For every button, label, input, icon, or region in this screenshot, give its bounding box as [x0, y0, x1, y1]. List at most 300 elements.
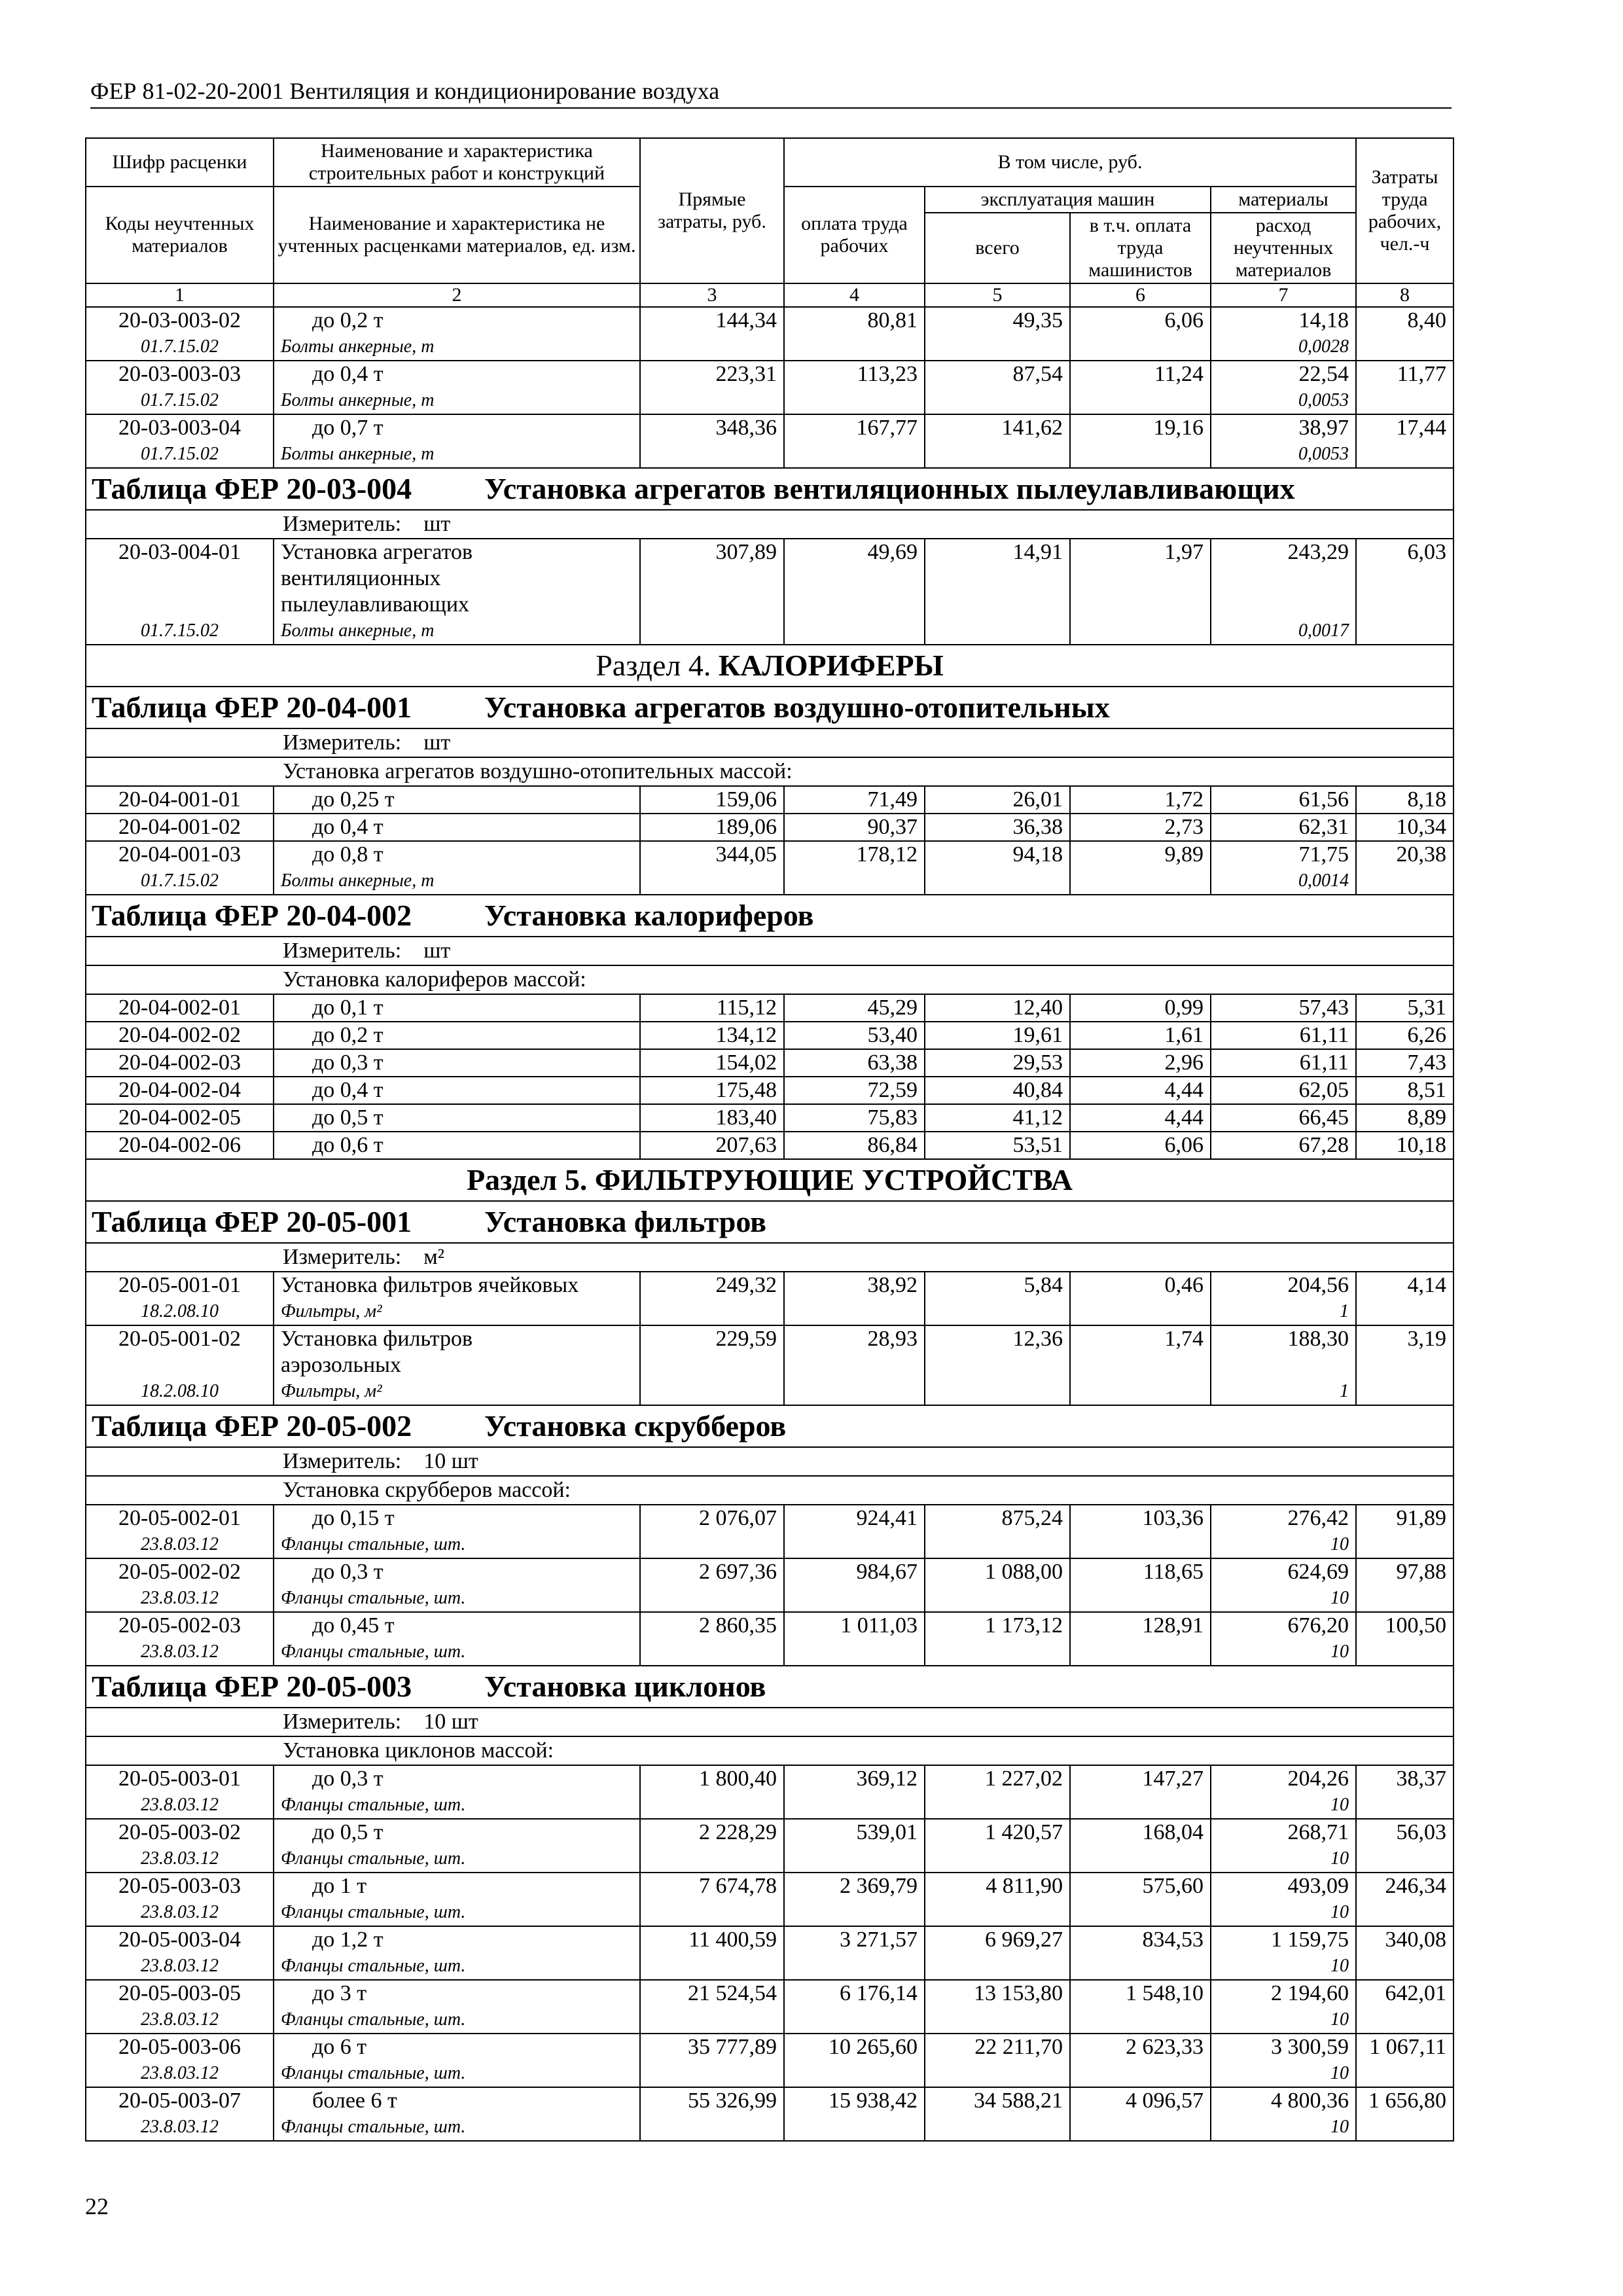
table-20-05-001 [86, 1201, 1454, 1405]
materials: 62,31 [1211, 814, 1356, 841]
section-label: Раздел 4. [596, 649, 711, 682]
col-index: 1 [86, 283, 274, 307]
table-row [86, 1049, 1454, 1077]
labor: 56,03 [1356, 1819, 1454, 1873]
material-qty: 0,0017 [1298, 620, 1349, 641]
direct-cost: 344,05 [640, 841, 784, 895]
th-labor: Затраты труда рабочих, чел.-ч [1356, 138, 1454, 283]
rate-name: Установка фильтров [281, 1327, 473, 1351]
rate-name: до 0,6 т [312, 1133, 383, 1157]
material-qty: 10 [1330, 1588, 1349, 1608]
materials: 61,11 [1211, 1049, 1356, 1077]
note-row [86, 1736, 1454, 1765]
direct-cost: 55 326,99 [640, 2087, 784, 2141]
rate-code: 20-05-003-06 [118, 2035, 241, 2059]
table-row [86, 361, 1454, 414]
table-title-row [86, 1666, 1454, 1708]
machines-wages: 6,06 [1070, 307, 1211, 361]
rate-name: до 0,5 т [312, 1105, 383, 1130]
rate-name: Установка фильтров ячейковых [281, 1273, 579, 1297]
wages: 71,49 [784, 786, 925, 814]
table-desc: Установка фильтров [484, 1205, 767, 1238]
machines-total: 1 420,57 [925, 1819, 1070, 1873]
rate-code: 20-04-001-01 [86, 786, 274, 814]
meas-unit: 10 шт [423, 1710, 478, 1734]
rate-code: 20-05-003-07 [118, 2089, 241, 2113]
material-name: Болты анкерные, т [281, 390, 435, 410]
table-row [86, 2034, 1454, 2087]
direct-cost: 144,34 [640, 307, 784, 361]
machines-wages: 834,53 [1070, 1926, 1211, 1980]
section-title: КАЛОРИФЕРЫ [718, 649, 944, 682]
labor: 10,34 [1356, 814, 1454, 841]
rate-code: 20-05-003-01 [118, 1767, 241, 1791]
rate-name: до 0,3 т [312, 1560, 383, 1584]
rate-name: до 0,8 т [312, 842, 383, 867]
header-rule [90, 107, 1452, 109]
material-code: 23.8.03.12 [141, 1795, 219, 1815]
table-desc: Установка агрегатов вентиляционных пылеулавливающих [484, 472, 1295, 505]
rate-name: до 0,4 т [312, 815, 383, 839]
material-qty: 10 [1330, 1902, 1349, 1922]
rate-name: до 0,7 т [312, 416, 383, 440]
machines-total: 14,91 [925, 539, 1070, 645]
material-code: 23.8.03.12 [141, 1534, 219, 1554]
th-code: Шифр расценки [86, 138, 274, 187]
material-name: Фильтры, м² [281, 1301, 382, 1321]
labor: 3,19 [1356, 1325, 1454, 1405]
material-name: Болты анкерные, т [281, 870, 435, 891]
meas-row [86, 510, 1454, 539]
rate-name: до 0,3 т [312, 1050, 383, 1075]
rate-code: 20-05-001-02 [118, 1327, 241, 1351]
rate-name: до 0,2 т [312, 1023, 383, 1047]
material-name: Фланцы стальные, шт. [281, 1641, 466, 1662]
table-row [86, 307, 1454, 361]
wages: 113,23 [784, 361, 925, 414]
materials: 62,05 [1211, 1077, 1356, 1104]
labor: 5,31 [1356, 994, 1454, 1022]
direct-cost: 2 860,35 [640, 1612, 784, 1666]
machines-wages: 103,36 [1070, 1505, 1211, 1558]
labor: 6,26 [1356, 1022, 1454, 1049]
table-row [86, 1104, 1454, 1132]
material-name: Болты анкерные, т [281, 444, 435, 464]
material-name: Фланцы стальные, шт. [281, 2009, 466, 2030]
material-code: 18.2.08.10 [141, 1381, 219, 1401]
table-title-row [86, 468, 1454, 510]
wages: 984,67 [784, 1558, 925, 1612]
section-5 [86, 1159, 1454, 1201]
labor: 642,01 [1356, 1980, 1454, 2034]
meas-label: Измеритель: [283, 1245, 402, 1269]
direct-cost: 115,12 [640, 994, 784, 1022]
rate-code: 20-05-002-02 [118, 1560, 241, 1584]
rows-top [86, 307, 1454, 468]
wages: 75,83 [784, 1104, 925, 1132]
materials: 4 800,36 [1271, 2089, 1349, 2113]
table-20-05-002 [86, 1405, 1454, 1666]
material-qty: 10 [1330, 2009, 1349, 2030]
materials: 38,97 [1298, 416, 1349, 440]
materials: 67,28 [1211, 1132, 1356, 1159]
labor: 11,77 [1356, 361, 1454, 414]
material-qty: 10 [1330, 1956, 1349, 1976]
rate-name: до 0,15 т [312, 1506, 395, 1530]
materials: 268,71 [1287, 1820, 1349, 1844]
rate-code: 20-04-002-02 [86, 1022, 274, 1049]
meas-unit: 10 шт [423, 1449, 478, 1473]
wages: 1 011,03 [784, 1612, 925, 1666]
table-title: Таблица ФЕР 20-05-002 [92, 1409, 412, 1443]
material-qty: 10 [1330, 2117, 1349, 2137]
machines-wages: 1,72 [1070, 786, 1211, 814]
direct-cost: 307,89 [640, 539, 784, 645]
materials: 3 300,59 [1271, 2035, 1349, 2059]
machines-wages: 19,16 [1070, 414, 1211, 468]
material-qty: 1 [1340, 1301, 1349, 1321]
wages: 15 938,42 [784, 2087, 925, 2141]
material-code: 01.7.15.02 [141, 620, 219, 641]
material-qty: 10 [1330, 2063, 1349, 2083]
rates-table [85, 137, 1454, 2142]
material-qty: 10 [1330, 1534, 1349, 1554]
material-name: Фланцы стальные, шт. [281, 1795, 466, 1815]
materials: 2 194,60 [1271, 1981, 1349, 2005]
materials: 14,18 [1298, 308, 1349, 332]
material-name: Фланцы стальные, шт. [281, 2063, 466, 2083]
machines-wages: 147,27 [1070, 1765, 1211, 1819]
rate-name: до 0,25 т [312, 787, 395, 812]
machines-total: 29,53 [925, 1049, 1070, 1077]
table-row [86, 1132, 1454, 1159]
table-row [86, 539, 1454, 645]
material-code: 23.8.03.12 [141, 2063, 219, 2083]
direct-cost: 223,31 [640, 361, 784, 414]
wages: 2 369,79 [784, 1873, 925, 1926]
materials: 204,26 [1287, 1767, 1349, 1791]
direct-cost: 2 228,29 [640, 1819, 784, 1873]
table-20-03-004 [86, 468, 1454, 645]
rate-name: более 6 т [312, 2089, 397, 2113]
material-name: Фланцы стальные, шт. [281, 1588, 466, 1608]
materials: 243,29 [1287, 540, 1349, 564]
material-code: 23.8.03.12 [141, 1956, 219, 1976]
material-name: Фланцы стальные, шт. [281, 1848, 466, 1869]
machines-total: 41,12 [925, 1104, 1070, 1132]
machines-wages: 2 623,33 [1070, 2034, 1211, 2087]
labor: 100,50 [1356, 1612, 1454, 1666]
labor: 20,38 [1356, 841, 1454, 895]
table-20-05-003 [86, 1666, 1454, 2141]
rate-code: 20-05-002-03 [118, 1613, 241, 1638]
section-title: ФИЛЬТРУЮЩИЕ УСТРОЙСТВА [594, 1163, 1073, 1196]
th-machines-total: всего [925, 213, 1070, 283]
labor: 17,44 [1356, 414, 1454, 468]
note-text: Установка циклонов массой: [283, 1738, 554, 1763]
wages: 38,92 [784, 1272, 925, 1325]
meas-unit: м² [423, 1245, 444, 1269]
rate-code: 20-04-001-03 [118, 842, 241, 867]
labor: 7,43 [1356, 1049, 1454, 1077]
rate-code: 20-05-002-01 [118, 1506, 241, 1530]
direct-cost: 11 400,59 [640, 1926, 784, 1980]
machines-wages: 128,91 [1070, 1612, 1211, 1666]
note-text: Установка агрегатов воздушно-отопительных массой: [283, 759, 793, 783]
col-index: 8 [1356, 283, 1454, 307]
wages: 167,77 [784, 414, 925, 468]
rate-name: до 0,3 т [312, 1767, 383, 1791]
material-code: 01.7.15.02 [141, 444, 219, 464]
th-incl: В том числе, руб. [784, 138, 1356, 187]
materials: 61,56 [1211, 786, 1356, 814]
direct-cost: 249,32 [640, 1272, 784, 1325]
material-name: Фланцы стальные, шт. [281, 1902, 466, 1922]
col-index: 4 [784, 283, 925, 307]
rate-code: 20-04-002-01 [86, 994, 274, 1022]
material-qty: 0,0014 [1298, 870, 1349, 891]
material-qty: 0,0053 [1298, 444, 1349, 464]
note-text: Установка калориферов массой: [283, 967, 586, 992]
machines-total: 12,36 [925, 1325, 1070, 1405]
material-name: Фильтры, м² [281, 1381, 382, 1401]
rate-name: до 0,2 т [312, 308, 383, 332]
col-index: 2 [274, 283, 640, 307]
note-row [86, 757, 1454, 786]
labor: 8,18 [1356, 786, 1454, 814]
table-row [86, 1505, 1454, 1558]
th-direct: Прямые затраты, руб. [640, 138, 784, 283]
table-row [86, 1819, 1454, 1873]
table-row [86, 1558, 1454, 1612]
machines-wages: 6,06 [1070, 1132, 1211, 1159]
rate-name-cont: пылеулавливающих [281, 592, 470, 617]
machines-wages: 168,04 [1070, 1819, 1211, 1873]
rate-code: 20-05-003-04 [118, 1928, 241, 1952]
labor: 10,18 [1356, 1132, 1454, 1159]
labor: 38,37 [1356, 1765, 1454, 1819]
material-qty: 0,0053 [1298, 390, 1349, 410]
table-title-row [86, 687, 1454, 728]
rate-code: 20-04-001-02 [86, 814, 274, 841]
section-title-row [86, 1159, 1454, 1201]
direct-cost: 7 674,78 [640, 1873, 784, 1926]
table-desc: Установка циклонов [484, 1670, 766, 1703]
table-row [86, 841, 1454, 895]
note-row [86, 965, 1454, 994]
machines-wages: 1,61 [1070, 1022, 1211, 1049]
labor: 8,40 [1356, 307, 1454, 361]
section-label: Раздел 5. [467, 1163, 588, 1196]
material-code: 23.8.03.12 [141, 1641, 219, 1662]
meas-row [86, 728, 1454, 757]
table-title-row [86, 1405, 1454, 1447]
table-row [86, 414, 1454, 468]
rate-name-cont: вентиляционных [281, 566, 441, 590]
rate-code: 20-04-002-05 [86, 1104, 274, 1132]
material-qty: 0,0028 [1298, 336, 1349, 357]
table-title: Таблица ФЕР 20-03-004 [92, 472, 412, 505]
machines-total: 4 811,90 [925, 1873, 1070, 1926]
machines-total: 141,62 [925, 414, 1070, 468]
direct-cost: 159,06 [640, 786, 784, 814]
rate-name: Установка агрегатов [281, 540, 473, 564]
machines-wages: 4,44 [1070, 1077, 1211, 1104]
th-materials: материалы [1211, 187, 1356, 213]
table-desc: Установка скрубберов [484, 1409, 787, 1443]
material-code: 01.7.15.02 [141, 870, 219, 891]
note-text: Установка скрубберов массой: [283, 1478, 571, 1502]
material-qty: 10 [1330, 1848, 1349, 1869]
machines-wages: 1,74 [1070, 1325, 1211, 1405]
direct-cost: 189,06 [640, 814, 784, 841]
machines-total: 36,38 [925, 814, 1070, 841]
table-title-row [86, 1201, 1454, 1243]
table-row [86, 1612, 1454, 1666]
machines-wages: 575,60 [1070, 1873, 1211, 1926]
table-row [86, 1272, 1454, 1325]
rate-name: до 0,4 т [312, 362, 383, 386]
labor: 6,03 [1356, 539, 1454, 645]
meas-label: Измеритель: [283, 939, 402, 963]
meas-label: Измеритель: [283, 512, 402, 536]
wages: 178,12 [784, 841, 925, 895]
materials: 66,45 [1211, 1104, 1356, 1132]
wages: 369,12 [784, 1765, 925, 1819]
rate-code: 20-05-001-01 [118, 1273, 241, 1297]
direct-cost: 348,36 [640, 414, 784, 468]
machines-total: 34 588,21 [925, 2087, 1070, 2141]
machines-total: 1 088,00 [925, 1558, 1070, 1612]
rate-name: до 1 т [312, 1874, 367, 1898]
material-code: 01.7.15.02 [141, 336, 219, 357]
rate-code: 20-05-003-02 [118, 1820, 241, 1844]
material-code: 23.8.03.12 [141, 1902, 219, 1922]
meas-unit: шт [423, 939, 451, 963]
rate-name: до 1,2 т [312, 1928, 383, 1952]
direct-cost: 35 777,89 [640, 2034, 784, 2087]
materials: 71,75 [1298, 842, 1349, 867]
machines-wages: 4 096,57 [1070, 2087, 1211, 2141]
material-name: Фланцы стальные, шт. [281, 2117, 466, 2137]
table-row [86, 1022, 1454, 1049]
materials: 57,43 [1211, 994, 1356, 1022]
section-title-row [86, 645, 1454, 687]
table-title: Таблица ФЕР 20-04-002 [92, 899, 412, 932]
rate-code: 20-05-003-05 [118, 1981, 241, 2005]
table-header [86, 138, 1454, 307]
labor: 340,08 [1356, 1926, 1454, 1980]
meas-label: Измеритель: [283, 1449, 402, 1473]
machines-total: 87,54 [925, 361, 1070, 414]
machines-wages: 1 548,10 [1070, 1980, 1211, 2034]
table-row [86, 1325, 1454, 1405]
table-title-row [86, 895, 1454, 937]
direct-cost: 2 697,36 [640, 1558, 784, 1612]
machines-total: 5,84 [925, 1272, 1070, 1325]
wages: 72,59 [784, 1077, 925, 1104]
machines-total: 53,51 [925, 1132, 1070, 1159]
rate-name: до 0,5 т [312, 1820, 383, 1844]
table-20-04-001 [86, 687, 1454, 895]
machines-total: 12,40 [925, 994, 1070, 1022]
wages: 90,37 [784, 814, 925, 841]
material-code: 01.7.15.02 [141, 390, 219, 410]
materials: 22,54 [1298, 362, 1349, 386]
materials: 1 159,75 [1271, 1928, 1349, 1952]
labor: 246,34 [1356, 1873, 1454, 1926]
wages: 3 271,57 [784, 1926, 925, 1980]
col-index: 7 [1211, 283, 1356, 307]
direct-cost: 1 800,40 [640, 1765, 784, 1819]
table-row [86, 814, 1454, 841]
table-title: Таблица ФЕР 20-04-001 [92, 691, 412, 724]
machines-wages: 11,24 [1070, 361, 1211, 414]
table-row [86, 1926, 1454, 1980]
wages: 80,81 [784, 307, 925, 361]
labor: 97,88 [1356, 1558, 1454, 1612]
wages: 924,41 [784, 1505, 925, 1558]
materials: 188,30 [1287, 1327, 1349, 1351]
materials: 276,42 [1287, 1506, 1349, 1530]
material-code: 23.8.03.12 [141, 2009, 219, 2030]
rate-code: 20-05-003-03 [118, 1874, 241, 1898]
meas-row [86, 1447, 1454, 1476]
material-name: Болты анкерные, т [281, 620, 435, 641]
direct-cost: 175,48 [640, 1077, 784, 1104]
machines-total: 49,35 [925, 307, 1070, 361]
rate-code: 20-04-002-04 [86, 1077, 274, 1104]
rate-code: 20-04-002-06 [86, 1132, 274, 1159]
labor: 8,89 [1356, 1104, 1454, 1132]
direct-cost: 207,63 [640, 1132, 784, 1159]
machines-total: 13 153,80 [925, 1980, 1070, 2034]
wages: 86,84 [784, 1132, 925, 1159]
note-row [86, 1476, 1454, 1505]
meas-row [86, 937, 1454, 965]
material-code: 23.8.03.12 [141, 1848, 219, 1869]
table-row [86, 1077, 1454, 1104]
materials: 204,56 [1287, 1273, 1349, 1297]
wages: 539,01 [784, 1819, 925, 1873]
rate-code: 20-03-003-04 [118, 416, 241, 440]
material-code: 23.8.03.12 [141, 1588, 219, 1608]
wages: 49,69 [784, 539, 925, 645]
material-name: Болты анкерные, т [281, 336, 435, 357]
materials: 676,20 [1287, 1613, 1349, 1638]
table-row [86, 1765, 1454, 1819]
machines-wages: 118,65 [1070, 1558, 1211, 1612]
th-machines: эксплуатация машин [925, 187, 1211, 213]
wages: 45,29 [784, 994, 925, 1022]
machines-wages: 2,73 [1070, 814, 1211, 841]
labor: 1 656,80 [1356, 2087, 1454, 2141]
labor: 91,89 [1356, 1505, 1454, 1558]
rate-name-cont: аэрозольных [281, 1353, 401, 1377]
direct-cost: 134,12 [640, 1022, 784, 1049]
materials: 61,11 [1211, 1022, 1356, 1049]
wages: 28,93 [784, 1325, 925, 1405]
machines-total: 19,61 [925, 1022, 1070, 1049]
material-qty: 10 [1330, 1795, 1349, 1815]
material-qty: 1 [1340, 1381, 1349, 1401]
machines-wages: 0,46 [1070, 1272, 1211, 1325]
rate-code: 20-03-003-02 [118, 308, 241, 332]
rate-code: 20-03-003-03 [118, 362, 241, 386]
page-number: 22 [85, 2193, 109, 2219]
table-title: Таблица ФЕР 20-05-003 [92, 1670, 412, 1703]
wages: 6 176,14 [784, 1980, 925, 2034]
